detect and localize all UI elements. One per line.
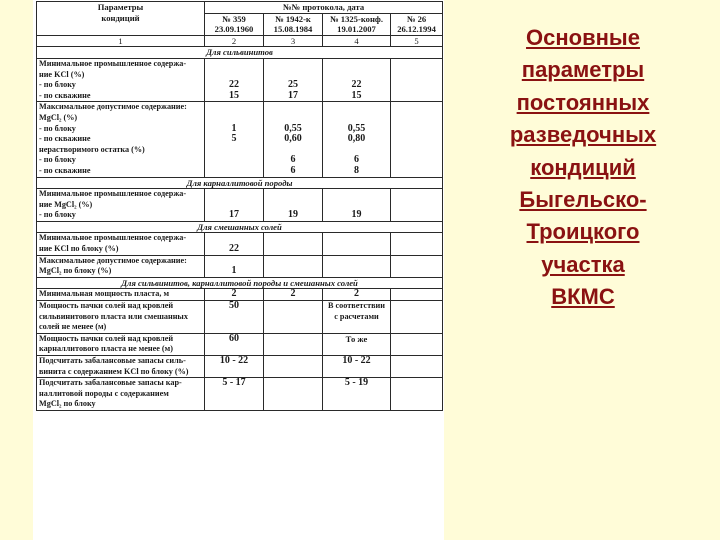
column-number: 3 <box>264 35 323 47</box>
value-cell <box>264 233 323 255</box>
value-cell: 10 - 22 <box>323 356 391 378</box>
value-cell <box>323 233 391 255</box>
table-row <box>37 289 443 301</box>
column-number: 2 <box>205 35 264 47</box>
value-cell: 19 <box>323 189 391 222</box>
value-cell: 60 <box>205 333 264 355</box>
row-label: Максимальное допустимое содержание: MgCl₂ по блоку (%) <box>37 255 205 277</box>
value-cell: 22 15 <box>323 58 391 101</box>
value-cell: 2 <box>323 289 391 301</box>
row-label: Минимальное промышленное содержа- ние KCl по блоку (%) <box>37 233 205 255</box>
table-row <box>37 333 443 355</box>
value-cell <box>264 333 323 355</box>
protocol-header: №№ протокола, дата <box>205 2 443 14</box>
value-cell <box>264 356 323 378</box>
value-cell <box>391 255 443 277</box>
row-label: Мощность пачки солей над кровлей карналлитового пласта не менее (м) <box>37 333 205 355</box>
table-row <box>37 58 443 101</box>
value-cell <box>391 301 443 334</box>
protocol-col: № 1325-конф. 19.01.2007 <box>323 13 391 35</box>
value-cell: 0,55 0,80 6 8 <box>323 102 391 177</box>
value-cell: 5 - 19 <box>323 378 391 411</box>
column-numbers-row <box>37 35 443 47</box>
value-cell: 1 5 <box>205 102 264 177</box>
value-cell <box>264 301 323 334</box>
row-label: Минимальная мощность пласта, м <box>37 289 205 301</box>
title-line: ВКМС <box>551 284 615 310</box>
row-label: Максимальное допустимое содержание: MgCl₂ (%) - по блоку - по скважине нерастворимого остатка (%) - по блоку - по скважине <box>37 102 205 177</box>
value-cell <box>391 102 443 177</box>
column-number: 1 <box>37 35 205 47</box>
row-label: Мощность пачки солей над кровлей сильвинитового пласта или смешанных солей не менее (м) <box>37 301 205 334</box>
value-cell: 2 <box>205 289 264 301</box>
title-line: Троицкого <box>526 219 640 245</box>
table-row <box>37 255 443 277</box>
title-line: параметры <box>521 57 645 83</box>
section-title: Для смешанных солей <box>37 221 443 233</box>
table-row <box>37 189 443 222</box>
title-line: участка <box>541 251 625 277</box>
table-row <box>37 356 443 378</box>
slide-title <box>468 22 698 314</box>
row-label: Подсчитать забалансовые запасы кар- наллитовой породы с содержанием MgCl₂ по блоку <box>37 378 205 411</box>
protocol-col: № 26 26.12.1994 <box>391 13 443 35</box>
row-label: Минимальное промышленное содержа- ние KCl (%) - по блоку - по скважине <box>37 58 205 101</box>
row-label: Подсчитать забалансовые запасы силь- винита с содержанием KCl по блоку (%) <box>37 356 205 378</box>
section-title: Для сильвинитов <box>37 47 443 59</box>
value-cell: 2 <box>264 289 323 301</box>
value-cell <box>391 289 443 301</box>
value-cell <box>391 58 443 101</box>
value-cell: 5 - 17 <box>205 378 264 411</box>
value-cell: 50 <box>205 301 264 334</box>
value-cell: 10 - 22 <box>205 356 264 378</box>
table-row <box>37 102 443 177</box>
protocol-col: № 359 23.09.1960 <box>205 13 264 35</box>
value-cell: То же <box>323 333 391 355</box>
value-cell: 22 <box>205 233 264 255</box>
column-number: 5 <box>391 35 443 47</box>
section-title: Для карналлитовой породы <box>37 177 443 189</box>
value-cell: 22 15 <box>205 58 264 101</box>
value-cell <box>391 378 443 411</box>
value-cell: 0,55 0,60 6 6 <box>264 102 323 177</box>
conditions-table <box>36 1 443 411</box>
title-line: кондиций <box>530 154 636 180</box>
table-row <box>37 378 443 411</box>
value-cell <box>391 189 443 222</box>
value-cell: 1 <box>205 255 264 277</box>
scanned-table-image <box>33 0 444 540</box>
value-cell <box>391 356 443 378</box>
table-row <box>37 233 443 255</box>
value-cell <box>323 255 391 277</box>
section-title: Для сильвинитов, карналлитовой породы и смешанных солей <box>37 277 443 289</box>
row-label: Минимальное промышленное содержа- ние MgCl₂ (%) - по блоку <box>37 189 205 222</box>
title-line: Быгельско- <box>519 187 647 213</box>
params-header: Параметры кондиций <box>37 2 205 36</box>
column-number: 4 <box>323 35 391 47</box>
protocol-col: № 1942-к 15.08.1984 <box>264 13 323 35</box>
value-cell: 25 17 <box>264 58 323 101</box>
value-cell: 19 <box>264 189 323 222</box>
table-row <box>37 301 443 334</box>
value-cell: 17 <box>205 189 264 222</box>
value-cell <box>264 255 323 277</box>
value-cell: В соответствии с расчетами <box>323 301 391 334</box>
title-line: постоянных <box>516 89 650 115</box>
value-cell <box>391 333 443 355</box>
title-line: Основные <box>526 25 640 50</box>
value-cell <box>264 378 323 411</box>
header-row <box>37 2 443 14</box>
title-line: разведочных <box>509 122 657 148</box>
value-cell <box>391 233 443 255</box>
